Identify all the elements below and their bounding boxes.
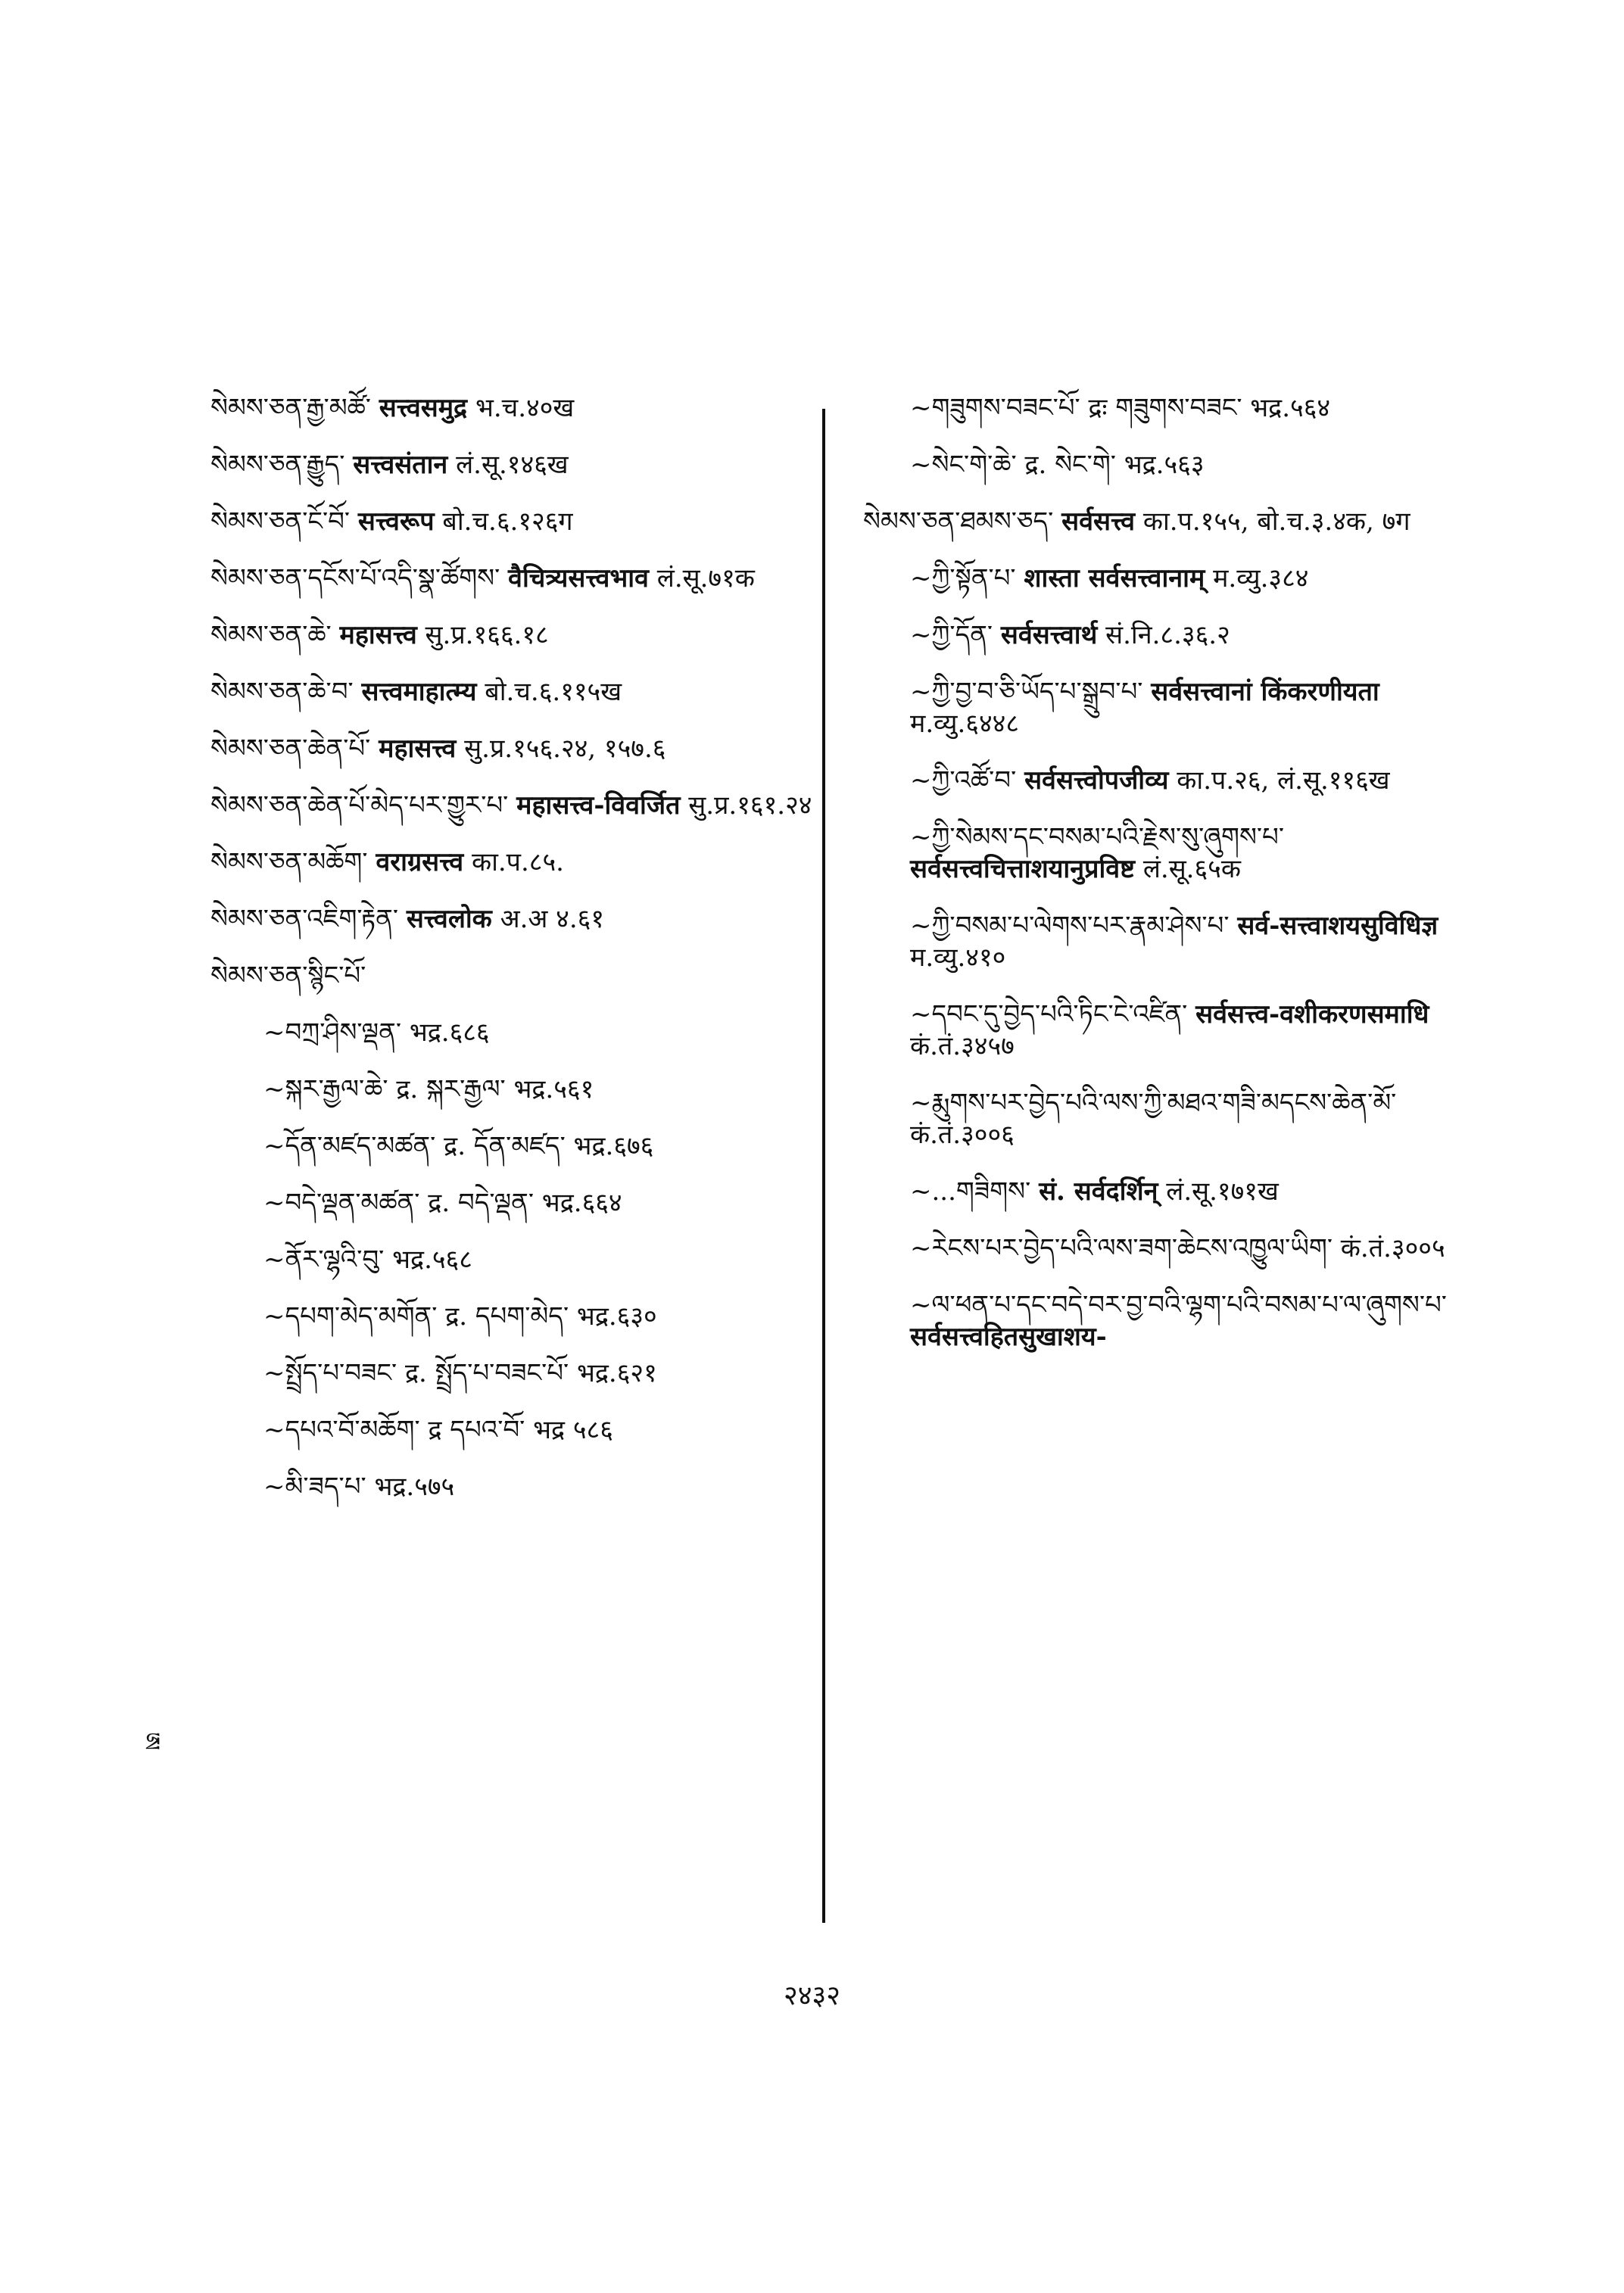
tibetan-headword: ~གཟུགས་བཟང་པོ་ [910,393,1080,423]
dictionary-entry [210,846,816,878]
source-reference: बो.च.६.११५ख [485,677,622,707]
sanskrit-equivalent: सर्वसत्त्व [1061,506,1136,537]
source-reference: लं.सू.१४६ख [456,450,569,480]
right-column [863,392,1469,1378]
source-reference: द्रः གཟུགས་བཟང་ भद्र.५६४ [1088,393,1331,423]
tibetan-headword: ~ནོར་ལྷའི་བུ་ [263,1245,385,1275]
source-reference: का.प.८५. [471,847,564,877]
dictionary-entry [863,765,1469,796]
tibetan-headword: ~དཔའ་བོ་མཆོག་ [263,1415,420,1445]
dictionary-entry [863,910,1469,974]
source-reference: कं.तं.३००५ [1340,1233,1445,1263]
tibetan-headword: ~རེངས་པར་བྱེད་པའི་ལས་ཟག་ཆེངས་འཁྱུལ་ཡིག་ [910,1233,1333,1263]
sanskrit-equivalent: सर्वसत्त्वोपजीव्य [1024,765,1169,796]
tibetan-headword: ~དཔག་མེད་མགོན་ [263,1301,438,1332]
dictionary-entry [210,676,816,708]
tibetan-headword: སེམས་ཅན་ངོ་བོ་ [210,506,351,537]
sanskrit-equivalent: सर्वसत्त्वानां किंकरणीयता [1151,677,1379,707]
dictionary-entry [863,1289,1469,1353]
source-reference: लं.सू.६५क [1142,854,1241,884]
right-entries [863,392,1469,1353]
source-reference: द्र. སྐར་རྒྱལ་ भद्र.५६१ [396,1074,594,1104]
tibetan-headword: སེམས་ཅན་ཆེན་པོ་མེད་པར་གྱུར་པ་ [210,790,509,821]
source-reference: बो.च.६.१२६ग [442,506,573,537]
source-reference: लं.सू.१७१ख [1166,1176,1279,1207]
tibetan-headword: ~ཀྱི་དོན་ [910,620,993,650]
sanskrit-equivalent: वैचित्र्यसत्त्वभाव [508,563,649,594]
source-reference: द्र. སྤྲོད་པ་བཟང་པོ་ भद्र.६२१ [404,1358,657,1388]
dictionary-entry [863,506,1469,537]
sanskrit-equivalent: शास्ता सर्वसत्त्वानाम् [1024,563,1205,594]
dictionary-entry [863,562,1469,594]
sanskrit-equivalent: सर्वसत्त्वचित्ताशयानुप्रविष्ट [910,854,1136,884]
margin-mark: ཨ [138,1732,164,1751]
tibetan-headword: ~སེང་གེ་ཆེ་ [910,450,1017,480]
source-reference: द्र. དོན་མཛད་ भद्र.६७६ [444,1131,654,1161]
tibetan-headword: ~...གཟིགས་ [910,1176,1031,1207]
sanskrit-equivalent: सर्वसत्त्वहितसुखाशय- [910,1322,1107,1352]
dictionary-entry [863,821,1469,885]
source-reference: कं.तं.३००६ [910,1120,1015,1150]
page-number: २४३२ [784,1980,840,2011]
dictionary-entry [210,449,816,481]
tibetan-headword: ~ཀྱི་སྟོན་པ་ [910,563,1016,594]
tibetan-headword: སེམས་ཅན་སྙིང་པོ་ [210,961,366,991]
source-reference: लं.सू.७१क [656,563,755,594]
dictionary-entry [210,1301,816,1332]
source-reference: भ.च.४०ख [475,393,575,423]
tibetan-headword: ~མི་ཟད་པ་ [263,1472,366,1502]
tibetan-headword: སེམས་ཅན་ཆེ་ [210,620,332,650]
tibetan-headword: ~སྤྲོད་པ་བཟང་ [263,1358,397,1388]
tibetan-headword: སེམས་ཅན་ཐམས་ཅད་ [863,506,1054,537]
tibetan-headword: ~བཀྲ་ཤིས་ལྡན་ [263,1017,401,1048]
dictionary-entry [863,619,1469,651]
sanskrit-equivalent: सत्त्वरूप [357,506,435,537]
source-reference: सं.नि.८.३६.२ [1105,620,1230,650]
dictionary-entry [210,903,816,935]
source-reference: कं.तं.३४५७ [910,1031,1015,1061]
dictionary-entry [210,1471,816,1503]
dictionary-entry [210,960,816,992]
dictionary-entry [210,562,816,594]
source-reference: द्र. བདེ་ལྡན་ भद्र.६६४ [428,1188,622,1218]
source-reference: द्र. དཔག་མེད་ भद्र.६३० [445,1301,657,1332]
tibetan-headword: ~དབང་དུ་བྱེད་པའི་ཏིང་ངེ་འཛིན་ [910,999,1188,1030]
sanskrit-equivalent: महासत्त्व [379,734,457,764]
source-reference: म.व्यु.६४४८ [910,709,1020,739]
sanskrit-equivalent: महासत्त्व-विवर्जित [516,790,681,821]
dictionary-entry [210,1244,816,1276]
tibetan-headword: ~དོན་མཛད་མཚན་ [263,1131,436,1161]
dictionary-entry [210,1073,816,1105]
sanskrit-equivalent: महासत्त्व [339,620,417,650]
tibetan-headword: ~སྐར་རྒྱལ་ཆེ་ [263,1074,388,1104]
tibetan-headword: སེམས་ཅན་ཆེན་པོ་ [210,734,371,764]
dictionary-entry [863,392,1469,424]
sanskrit-equivalent: सं. सर्वदर्शिन् [1039,1176,1158,1207]
tibetan-headword: ~ཀྱི་འཚོ་བ་ [910,765,1017,796]
dictionary-entry [863,1087,1469,1151]
source-reference: का.प.१५५, बो.च.३.४क, ७ग [1142,506,1410,537]
tibetan-headword: སེམས་ཅན་འཇིག་རྟེན་ [210,904,398,934]
sanskrit-equivalent: वराग्रसत्त्व [376,847,464,877]
source-reference: भद्र.५७५ [374,1472,455,1502]
source-reference: सु.प्र.१६६.१८ [425,620,549,650]
source-reference: भद्र.६८६ [409,1017,490,1048]
dictionary-entry [210,392,816,424]
dictionary-entry [863,676,1469,740]
dictionary-entry [210,619,816,651]
source-reference: द्र. སེང་གེ་ भद्र.५६३ [1024,450,1205,480]
sanskrit-equivalent: सत्त्वलोक [406,904,492,934]
dictionary-entry [210,1130,816,1162]
source-reference: द्र དཔའ་བོ་ भद्र ५८६ [428,1415,613,1445]
dictionary-entry [210,506,816,537]
sanskrit-equivalent: सर्व-सत्त्वाशयसुविधिज्ञ [1237,911,1439,941]
tibetan-headword: ~བདེ་ལྡན་མཚན་ [263,1188,420,1218]
dictionary-entry [210,1017,816,1048]
dictionary-entry [210,1357,816,1389]
source-reference: भद्र.५६८ [392,1245,472,1275]
dictionary-entry [863,1232,1469,1264]
tibetan-headword: སེམས་ཅན་ཆེ་བ་ [210,677,354,707]
sanskrit-equivalent: सर्वसत्त्वार्थ [1000,620,1098,650]
tibetan-headword: སེམས་ཅན་རྒྱུད་ [210,450,345,480]
tibetan-headword: སེམས་ཅན་མཆོག་ [210,847,368,877]
tibetan-headword: སེམས་ཅན་རྒྱ་མཚོ་ [210,393,371,423]
tibetan-headword: སེམས་ཅན་དངོས་པོ་འདི་སྣ་ཚོགས་ [210,563,500,594]
dictionary-entry [210,733,816,765]
left-sub-entries [210,1017,816,1503]
dictionary-entry [863,1176,1469,1207]
sanskrit-equivalent: सत्त्वसंतान [353,450,448,480]
source-reference: म.व्यु.४१० [910,942,1006,973]
dictionary-entry [863,449,1469,481]
source-reference: सु.प्र.१६१.२४ [688,790,812,821]
source-reference: सु.प्र.१५६.२४, १५७.६ [464,734,666,764]
sanskrit-equivalent: सत्त्वसमुद्र [379,393,468,423]
tibetan-headword: ~ལ་ཕན་པ་དང་བདེ་བར་བྱ་བའི་ལྷག་པའི་བསམ་པ་ལ་ཞུགས་པ་ [910,1290,1447,1320]
source-reference: म.व्यु.३८४ [1213,563,1309,594]
dictionary-entry [863,999,1469,1062]
tibetan-headword: ~ཀྱི་བསམ་པ་ལེགས་པར་རྣམ་ཤེས་པ་ [910,911,1230,941]
sanskrit-equivalent: सर्वसत्त्व-वशीकरणसमाधि [1195,999,1429,1030]
tibetan-headword: ~ཀྱི་སེམས་དང་བསམ་པའི་རྗེས་སུ་ཞུགས་པ་ [910,822,1284,852]
dictionary-entry [210,1187,816,1219]
dictionary-entry [210,790,816,821]
source-reference: का.प.२६, लं.सू.११६ख [1177,765,1390,796]
tibetan-headword: ~རྨུགས་པར་བྱེད་པའི་ལས་ཀྱི་མཐའ་གཟི་མདངས་ཆེན་མོ་ [910,1088,1397,1118]
sanskrit-equivalent: सत्त्वमाहात्म्य [361,677,477,707]
dictionary-entry [210,1414,816,1446]
source-reference: अ.अ ४.६१ [500,904,605,934]
left-main-entries [210,392,816,992]
column-divider [822,409,825,1923]
left-column [210,392,816,1528]
tibetan-headword: ~ཀྱི་བྱ་བ་ཅི་ཡོད་པ་སྒྲུབ་པ་ [910,677,1143,707]
